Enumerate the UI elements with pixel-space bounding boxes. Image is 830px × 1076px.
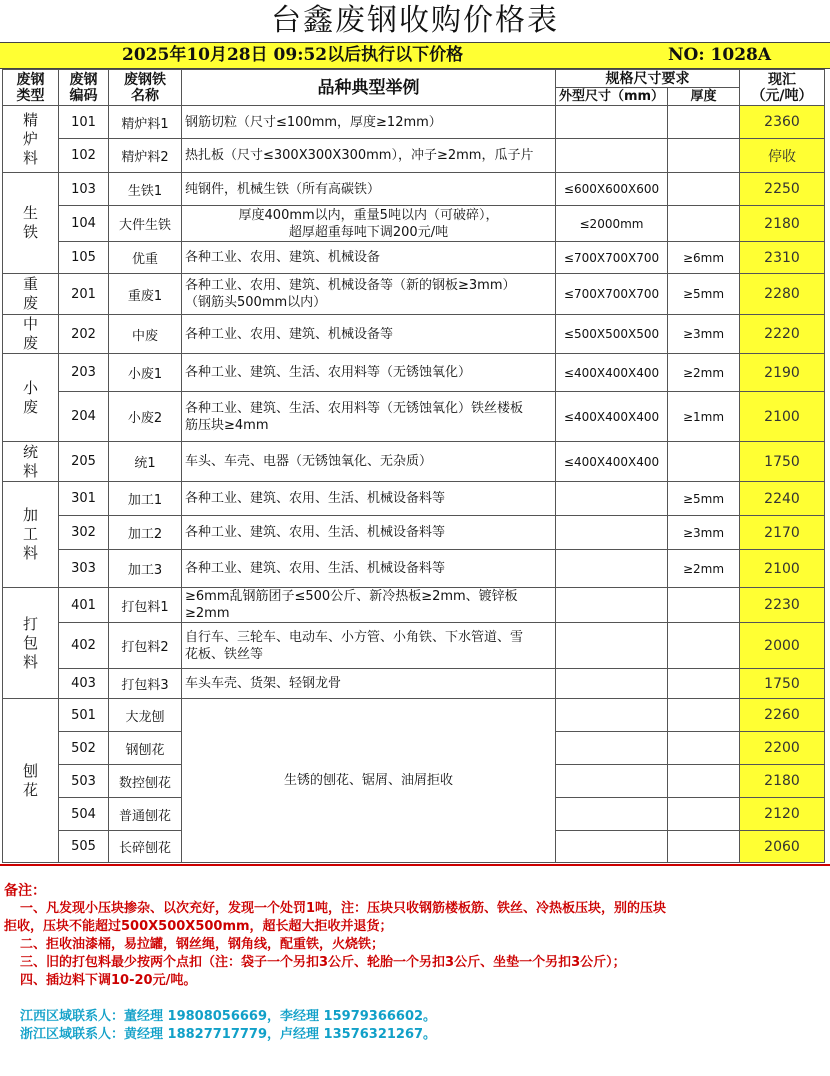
- size-cell: [556, 106, 668, 139]
- size-cell: [556, 669, 668, 699]
- effective-date: 2025年10月28日 09:52以后执行以下价格: [122, 45, 464, 65]
- sheet-number: NO: 1028A: [668, 45, 772, 65]
- example-cell: [182, 274, 556, 315]
- contact-line: 浙江区域联系人：黄经理 18827717779，卢经理 13576321267。: [20, 1027, 437, 1042]
- table-row: [3, 173, 825, 206]
- table-row: [3, 699, 825, 732]
- note-line: 四、插边料下调10-20元/吨。: [20, 973, 197, 988]
- price-cell: 2220: [740, 315, 825, 354]
- table-row: [3, 442, 825, 482]
- code-cell: 402: [59, 623, 109, 669]
- size-cell: ≤700X700X700: [556, 274, 668, 315]
- example-text: ≥6mm乱钢筋团子≤500公斤、新冷热板≥2mm、镀锌板≥2mm: [185, 589, 518, 621]
- name-cell: 精炉料2: [109, 139, 182, 173]
- example-cell: [182, 588, 556, 623]
- price-cell: 2100: [740, 392, 825, 442]
- price-cell: 1750: [740, 442, 825, 482]
- name-cell: 加工1: [109, 482, 182, 516]
- thickness-cell: ≥2mm: [668, 354, 740, 392]
- size-cell: [556, 139, 668, 173]
- example-cell: [182, 242, 556, 274]
- table-row: [3, 588, 825, 623]
- example-cell: [182, 139, 556, 173]
- example-cell: [182, 669, 556, 699]
- date-bar: [0, 42, 830, 69]
- example-text: 厚度400mm以内，重量5吨以内（可破碎）， 超厚超重每吨下调200元/吨: [238, 207, 499, 240]
- table-row: [3, 516, 825, 550]
- thickness-cell: [668, 442, 740, 482]
- category-label: 中 废: [22, 315, 38, 352]
- name-cell: 打包料1: [109, 588, 182, 623]
- size-cell: [556, 550, 668, 588]
- size-cell: [556, 623, 668, 669]
- code-cell: 303: [59, 550, 109, 588]
- code-cell: 202: [59, 315, 109, 354]
- category-cell: [3, 354, 59, 442]
- code-cell: 102: [59, 139, 109, 173]
- size-cell: ≤400X400X400: [556, 442, 668, 482]
- header-code: 废钢 编码: [59, 70, 109, 106]
- table-row: [3, 623, 825, 669]
- size-cell: [556, 765, 668, 798]
- size-cell: [556, 798, 668, 831]
- thickness-cell: [668, 699, 740, 732]
- example-cell: [182, 106, 556, 139]
- code-cell: 101: [59, 106, 109, 139]
- code-cell: 501: [59, 699, 109, 732]
- price-cell: 2180: [740, 206, 825, 242]
- example-text: 各种工业、农用、建筑、机械设备等: [185, 326, 394, 342]
- price-cell: 1750: [740, 669, 825, 699]
- size-cell: ≤700X700X700: [556, 242, 668, 274]
- name-cell: 小废2: [109, 392, 182, 442]
- example-text: 各种工业、建筑、生活、农用料等（无锈蚀氧化）铁丝楼板 筋压块≥4mm: [185, 400, 524, 433]
- category-label: 刨 花: [22, 761, 38, 799]
- size-cell: ≤400X400X400: [556, 354, 668, 392]
- note-line: 一、凡发现小压块掺杂、以次充好，发现一个处罚1吨，注：压块只收钢筋楼板筋、铁丝、冷热板压块，别的压块: [20, 901, 667, 916]
- code-cell: 103: [59, 173, 109, 206]
- notes-section: [0, 864, 830, 1076]
- price-cell: 2180: [740, 765, 825, 798]
- size-cell: ≤400X400X400: [556, 392, 668, 442]
- example-text: 各种工业、建筑、农用、生活、机械设备料等: [185, 561, 446, 576]
- code-cell: 201: [59, 274, 109, 315]
- price-cell: 2260: [740, 699, 825, 732]
- thickness-cell: ≥3mm: [668, 315, 740, 354]
- thickness-cell: [668, 623, 740, 669]
- thickness-cell: [668, 173, 740, 206]
- note-line: 二、拒收油漆桶，易拉罐，钢丝绳，钢角线，配重铁，火烧铁；: [20, 937, 385, 952]
- category-label: 统 料: [22, 442, 38, 480]
- price-cell: 2000: [740, 623, 825, 669]
- name-cell: 生铁1: [109, 173, 182, 206]
- name-cell: 钢刨花: [109, 732, 182, 765]
- header-spec: 规格尺寸要求: [556, 70, 740, 88]
- price-cell: 2200: [740, 732, 825, 765]
- example-cell: [182, 482, 556, 516]
- example-text: 自行车、三轮车、电动车、小方管、小角铁、下水管道、雪 花板、铁丝等: [185, 629, 524, 662]
- name-cell: 大龙刨: [109, 699, 182, 732]
- price-cell: 2100: [740, 550, 825, 588]
- example-cell: [182, 442, 556, 482]
- name-cell: 大件生铁: [109, 206, 182, 242]
- example-text: 各种工业、建筑、农用、生活、机械设备料等: [185, 525, 446, 540]
- price-cell: 2060: [740, 831, 825, 863]
- notes-heading: 备注：: [4, 883, 46, 899]
- example-cell: [182, 550, 556, 588]
- code-cell: 401: [59, 588, 109, 623]
- name-cell: 数控刨花: [109, 765, 182, 798]
- code-cell: 301: [59, 482, 109, 516]
- code-cell: 505: [59, 831, 109, 863]
- thickness-cell: ≥3mm: [668, 516, 740, 550]
- example-text: 钢筋切粒（尺寸≤100mm，厚度≥12mm）: [185, 114, 442, 130]
- name-cell: 加工2: [109, 516, 182, 550]
- price-cell: 2120: [740, 798, 825, 831]
- example-text: 车头、车壳、电器（无锈蚀氧化、无杂质）: [185, 454, 433, 469]
- example-text: 各种工业、建筑、农用、生活、机械设备料等: [185, 491, 446, 506]
- size-cell: [556, 588, 668, 623]
- code-cell: 503: [59, 765, 109, 798]
- price-cell: 2250: [740, 173, 825, 206]
- header-example: 品种典型举例: [182, 70, 556, 106]
- category-cell: [3, 482, 59, 588]
- header-price: 现汇 （元/吨）: [740, 70, 825, 106]
- example-text: 热扎板（尺寸≤300X300X300mm），冲子≥2mm，瓜子片: [185, 148, 534, 163]
- page-title: 台鑫废钢收购价格表: [271, 3, 559, 38]
- name-cell: 优重: [109, 242, 182, 274]
- category-label: 小 废: [22, 378, 38, 416]
- code-cell: 504: [59, 798, 109, 831]
- example-cell: 生锈的刨花、锯屑、油屑拒收: [182, 699, 556, 863]
- code-cell: 203: [59, 354, 109, 392]
- table-row: [3, 274, 825, 315]
- size-cell: ≤600X600X600: [556, 173, 668, 206]
- size-cell: ≤2000mm: [556, 206, 668, 242]
- price-cell: 2230: [740, 588, 825, 623]
- category-cell: [3, 442, 59, 482]
- contact-line: 江西区域联系人：董经理 19808056669，李经理 15979366602。: [20, 1009, 437, 1024]
- example-text: 车头车壳、货架、轻钢龙骨: [185, 676, 342, 691]
- name-cell: 长碎刨花: [109, 831, 182, 863]
- thickness-cell: [668, 798, 740, 831]
- note-line: 拒收，压块不能超过500X500X500mm，超长超大拒收并退货；: [4, 919, 393, 934]
- thickness-cell: [668, 206, 740, 242]
- table-row: [3, 106, 825, 139]
- name-cell: 中废: [109, 315, 182, 354]
- size-cell: ≤500X500X500: [556, 315, 668, 354]
- price-table-body: [3, 70, 825, 863]
- example-cell: [182, 354, 556, 392]
- example-cell: [182, 623, 556, 669]
- name-cell: 重废1: [109, 274, 182, 315]
- name-cell: 打包料2: [109, 623, 182, 669]
- thickness-cell: [668, 669, 740, 699]
- size-cell: [556, 732, 668, 765]
- name-cell: 统1: [109, 442, 182, 482]
- header-name: 废钢铁 名称: [109, 70, 182, 106]
- name-cell: 打包料3: [109, 669, 182, 699]
- size-cell: [556, 831, 668, 863]
- price-cell: 停收: [740, 139, 825, 173]
- category-cell: [3, 274, 59, 315]
- example-cell: [182, 392, 556, 442]
- name-cell: 小废1: [109, 354, 182, 392]
- category-cell: [3, 173, 59, 274]
- category-cell: [3, 315, 59, 354]
- note-line: 三、旧的打包料最少按两个点扣（注：袋子一个另扣3公斤、轮胎一个另扣3公斤、坐垫一个另扣3公斤）；: [20, 955, 626, 970]
- code-cell: 105: [59, 242, 109, 274]
- thickness-cell: ≥5mm: [668, 482, 740, 516]
- thickness-cell: [668, 588, 740, 623]
- price-cell: 2240: [740, 482, 825, 516]
- size-cell: [556, 516, 668, 550]
- size-cell: [556, 482, 668, 516]
- category-cell: [3, 588, 59, 699]
- example-text: 各种工业、建筑、生活、农用料等（无锈蚀氧化）: [185, 365, 472, 380]
- thickness-cell: [668, 139, 740, 173]
- price-cell: 2170: [740, 516, 825, 550]
- price-cell: 2280: [740, 274, 825, 315]
- category-label: 加 工 料: [22, 506, 38, 562]
- code-cell: 403: [59, 669, 109, 699]
- header-type: 废钢 类型: [3, 70, 59, 106]
- price-table: [2, 69, 825, 863]
- category-cell: [3, 106, 59, 173]
- thickness-cell: ≥1mm: [668, 392, 740, 442]
- thickness-cell: ≥5mm: [668, 274, 740, 315]
- name-cell: 加工3: [109, 550, 182, 588]
- category-label: 精 炉 料: [22, 110, 38, 167]
- price-cell: 2360: [740, 106, 825, 139]
- table-row: [3, 482, 825, 516]
- name-cell: 普通刨花: [109, 798, 182, 831]
- header-thickness: 厚度: [668, 88, 740, 106]
- category-cell: [3, 699, 59, 863]
- example-cell: [182, 516, 556, 550]
- price-cell: 2190: [740, 354, 825, 392]
- table-row: [3, 315, 825, 354]
- size-cell: [556, 699, 668, 732]
- thickness-cell: [668, 732, 740, 765]
- thickness-cell: ≥2mm: [668, 550, 740, 588]
- example-cell: [182, 173, 556, 206]
- header-outer-size: 外型尺寸（mm）: [556, 88, 668, 106]
- category-label: 重 废: [22, 275, 38, 312]
- table-row: [3, 206, 825, 242]
- table-row: [3, 550, 825, 588]
- example-text: 纯钢件，机械生铁（所有高碳铁）: [185, 181, 381, 197]
- category-label: 打 包 料: [22, 614, 38, 671]
- table-row: [3, 354, 825, 392]
- table-row: [3, 139, 825, 173]
- example-text: 各种工业、农用、建筑、机械设备: [185, 250, 381, 265]
- category-label: 生 铁: [22, 204, 38, 241]
- code-cell: 205: [59, 442, 109, 482]
- thickness-cell: ≥6mm: [668, 242, 740, 274]
- code-cell: 502: [59, 732, 109, 765]
- code-cell: 302: [59, 516, 109, 550]
- example-cell: [182, 315, 556, 354]
- table-row: [3, 669, 825, 699]
- thickness-cell: [668, 765, 740, 798]
- name-cell: 精炉料1: [109, 106, 182, 139]
- thickness-cell: [668, 106, 740, 139]
- code-cell: 104: [59, 206, 109, 242]
- example-text: 各种工业、农用、建筑、机械设备等（新的钢板≥3mm） （钢筋头500mm以内）: [185, 278, 516, 310]
- table-row: [3, 242, 825, 274]
- price-cell: 2310: [740, 242, 825, 274]
- table-row: [3, 392, 825, 442]
- code-cell: 204: [59, 392, 109, 442]
- thickness-cell: [668, 831, 740, 863]
- example-cell: [182, 206, 556, 242]
